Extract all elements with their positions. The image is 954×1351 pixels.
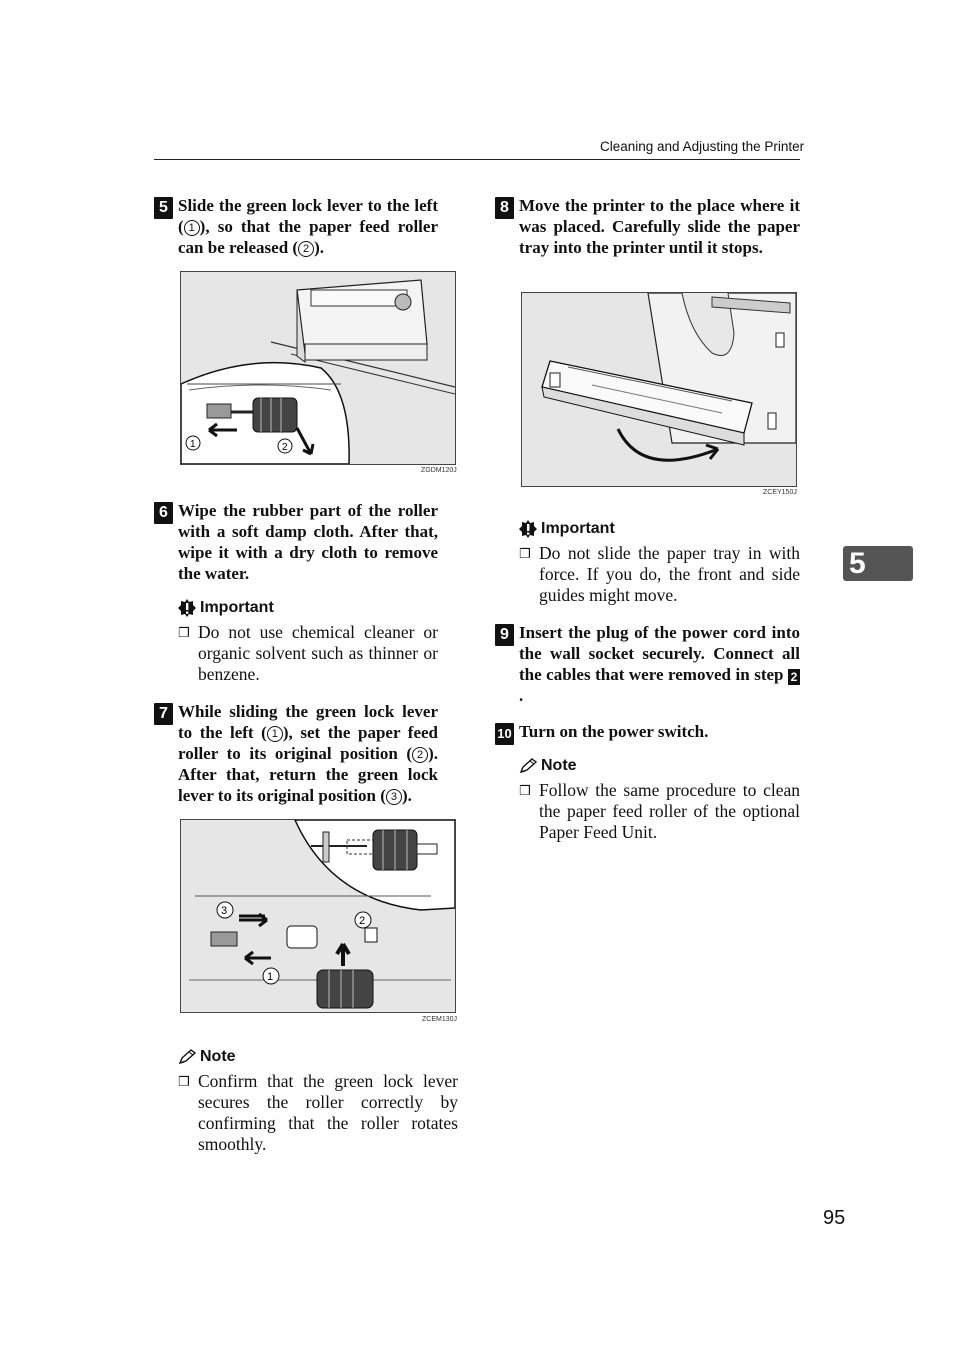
- figure-illustration: [181, 820, 455, 1012]
- figure-roller-reset: [180, 819, 456, 1013]
- pencil-icon: [178, 1049, 196, 1065]
- figure-code: ZCEM130J: [422, 1016, 458, 1023]
- note-block-left: [178, 1048, 458, 1155]
- callout-label: 3: [221, 905, 228, 917]
- important-item: ❒ Do not slide the paper tray in with force. If you do, the front and side guides might move.: [519, 543, 800, 605]
- figure-illustration: [181, 272, 455, 464]
- step-number: 6: [154, 502, 173, 524]
- checkbox-icon: ❒: [519, 547, 531, 562]
- callout-1: 1: [267, 726, 283, 742]
- callout-2: 2: [298, 241, 314, 257]
- step-8: [495, 195, 800, 258]
- callout-label: 2: [282, 442, 288, 453]
- callout-label: 2: [359, 915, 366, 927]
- figure-code: ZGDM120J: [421, 467, 457, 474]
- pencil-icon: [519, 758, 537, 774]
- right-column-step-9: [495, 622, 800, 742]
- step-number: 10: [495, 723, 514, 745]
- figure-illustration: [522, 293, 796, 486]
- note-item: ❒ Confirm that the green lock lever secures the roller correctly by confirming that the roller rotates smoothly.: [178, 1071, 458, 1154]
- step-text: Turn on the power switch.: [519, 722, 709, 741]
- step-reference: 2: [788, 669, 800, 685]
- left-column: [154, 195, 438, 258]
- note-heading: Note: [519, 757, 800, 775]
- callout-2: 2: [412, 747, 428, 763]
- step-5: [154, 195, 438, 258]
- checkbox-icon: ❒: [178, 1075, 190, 1090]
- note-heading: Note: [178, 1048, 458, 1066]
- step-10: [495, 721, 800, 742]
- figure-paper-tray-insert: [521, 292, 797, 487]
- running-header: Cleaning and Adjusting the Printer: [600, 139, 805, 154]
- important-heading: Important: [178, 599, 438, 617]
- step-9: [495, 622, 800, 706]
- important-block: [154, 599, 438, 685]
- note-item: ❒ Follow the same procedure to clean the paper feed roller of the optional Paper Feed Unit.: [519, 780, 800, 842]
- left-column-step-7: [154, 701, 438, 806]
- step-text: Insert the plug of the power cord into the wall socket securely. Connect all the cables that were removed in step 2.: [519, 623, 800, 705]
- left-column-step-6: [154, 500, 438, 685]
- right-column: [495, 195, 800, 258]
- important-item: ❒ Do not use chemical cleaner or organic solvent such as thinner or benzene.: [178, 622, 438, 684]
- step-text: Slide the green lock lever to the left ( 1 ), so that the paper feed roller can be released ( 2 ).: [178, 196, 438, 257]
- step-text: While sliding the green lock lever to the left ( 1 ), set the paper feed roller to its original position ( 2 ). After that, return the green lock lever to its original position ( 3 ).: [178, 702, 438, 805]
- step-number: 9: [495, 624, 514, 646]
- step-7: [154, 701, 438, 806]
- important-heading: Important: [519, 520, 800, 538]
- step-number: 5: [154, 197, 173, 219]
- checkbox-icon: ❒: [178, 626, 190, 641]
- step-number: 7: [154, 703, 173, 725]
- page-number: 95: [823, 1207, 846, 1229]
- step-text: Wipe the rubber part of the roller with a soft damp cloth. After that, wipe it with a dry cloth to remove the water.: [178, 501, 438, 583]
- figure-lock-lever-release: [180, 271, 456, 465]
- figure-code: ZCEY150J: [763, 489, 797, 496]
- step-text: Move the printer to the place where it was placed. Carefully slide the paper tray into the printer until it stops.: [519, 196, 800, 257]
- step-number: 8: [495, 197, 514, 219]
- step-6: [154, 500, 438, 584]
- callout-label: 1: [190, 439, 196, 450]
- important-icon: [519, 520, 537, 538]
- callout-3: 3: [386, 789, 402, 805]
- important-icon: [178, 599, 196, 617]
- checkbox-icon: ❒: [519, 784, 531, 799]
- chapter-tab: 5: [843, 546, 913, 581]
- header-rule: [154, 159, 800, 160]
- note-block-right: [519, 757, 800, 843]
- callout-1: 1: [184, 220, 200, 236]
- callout-label: 1: [267, 971, 274, 983]
- important-block-right: [519, 520, 800, 606]
